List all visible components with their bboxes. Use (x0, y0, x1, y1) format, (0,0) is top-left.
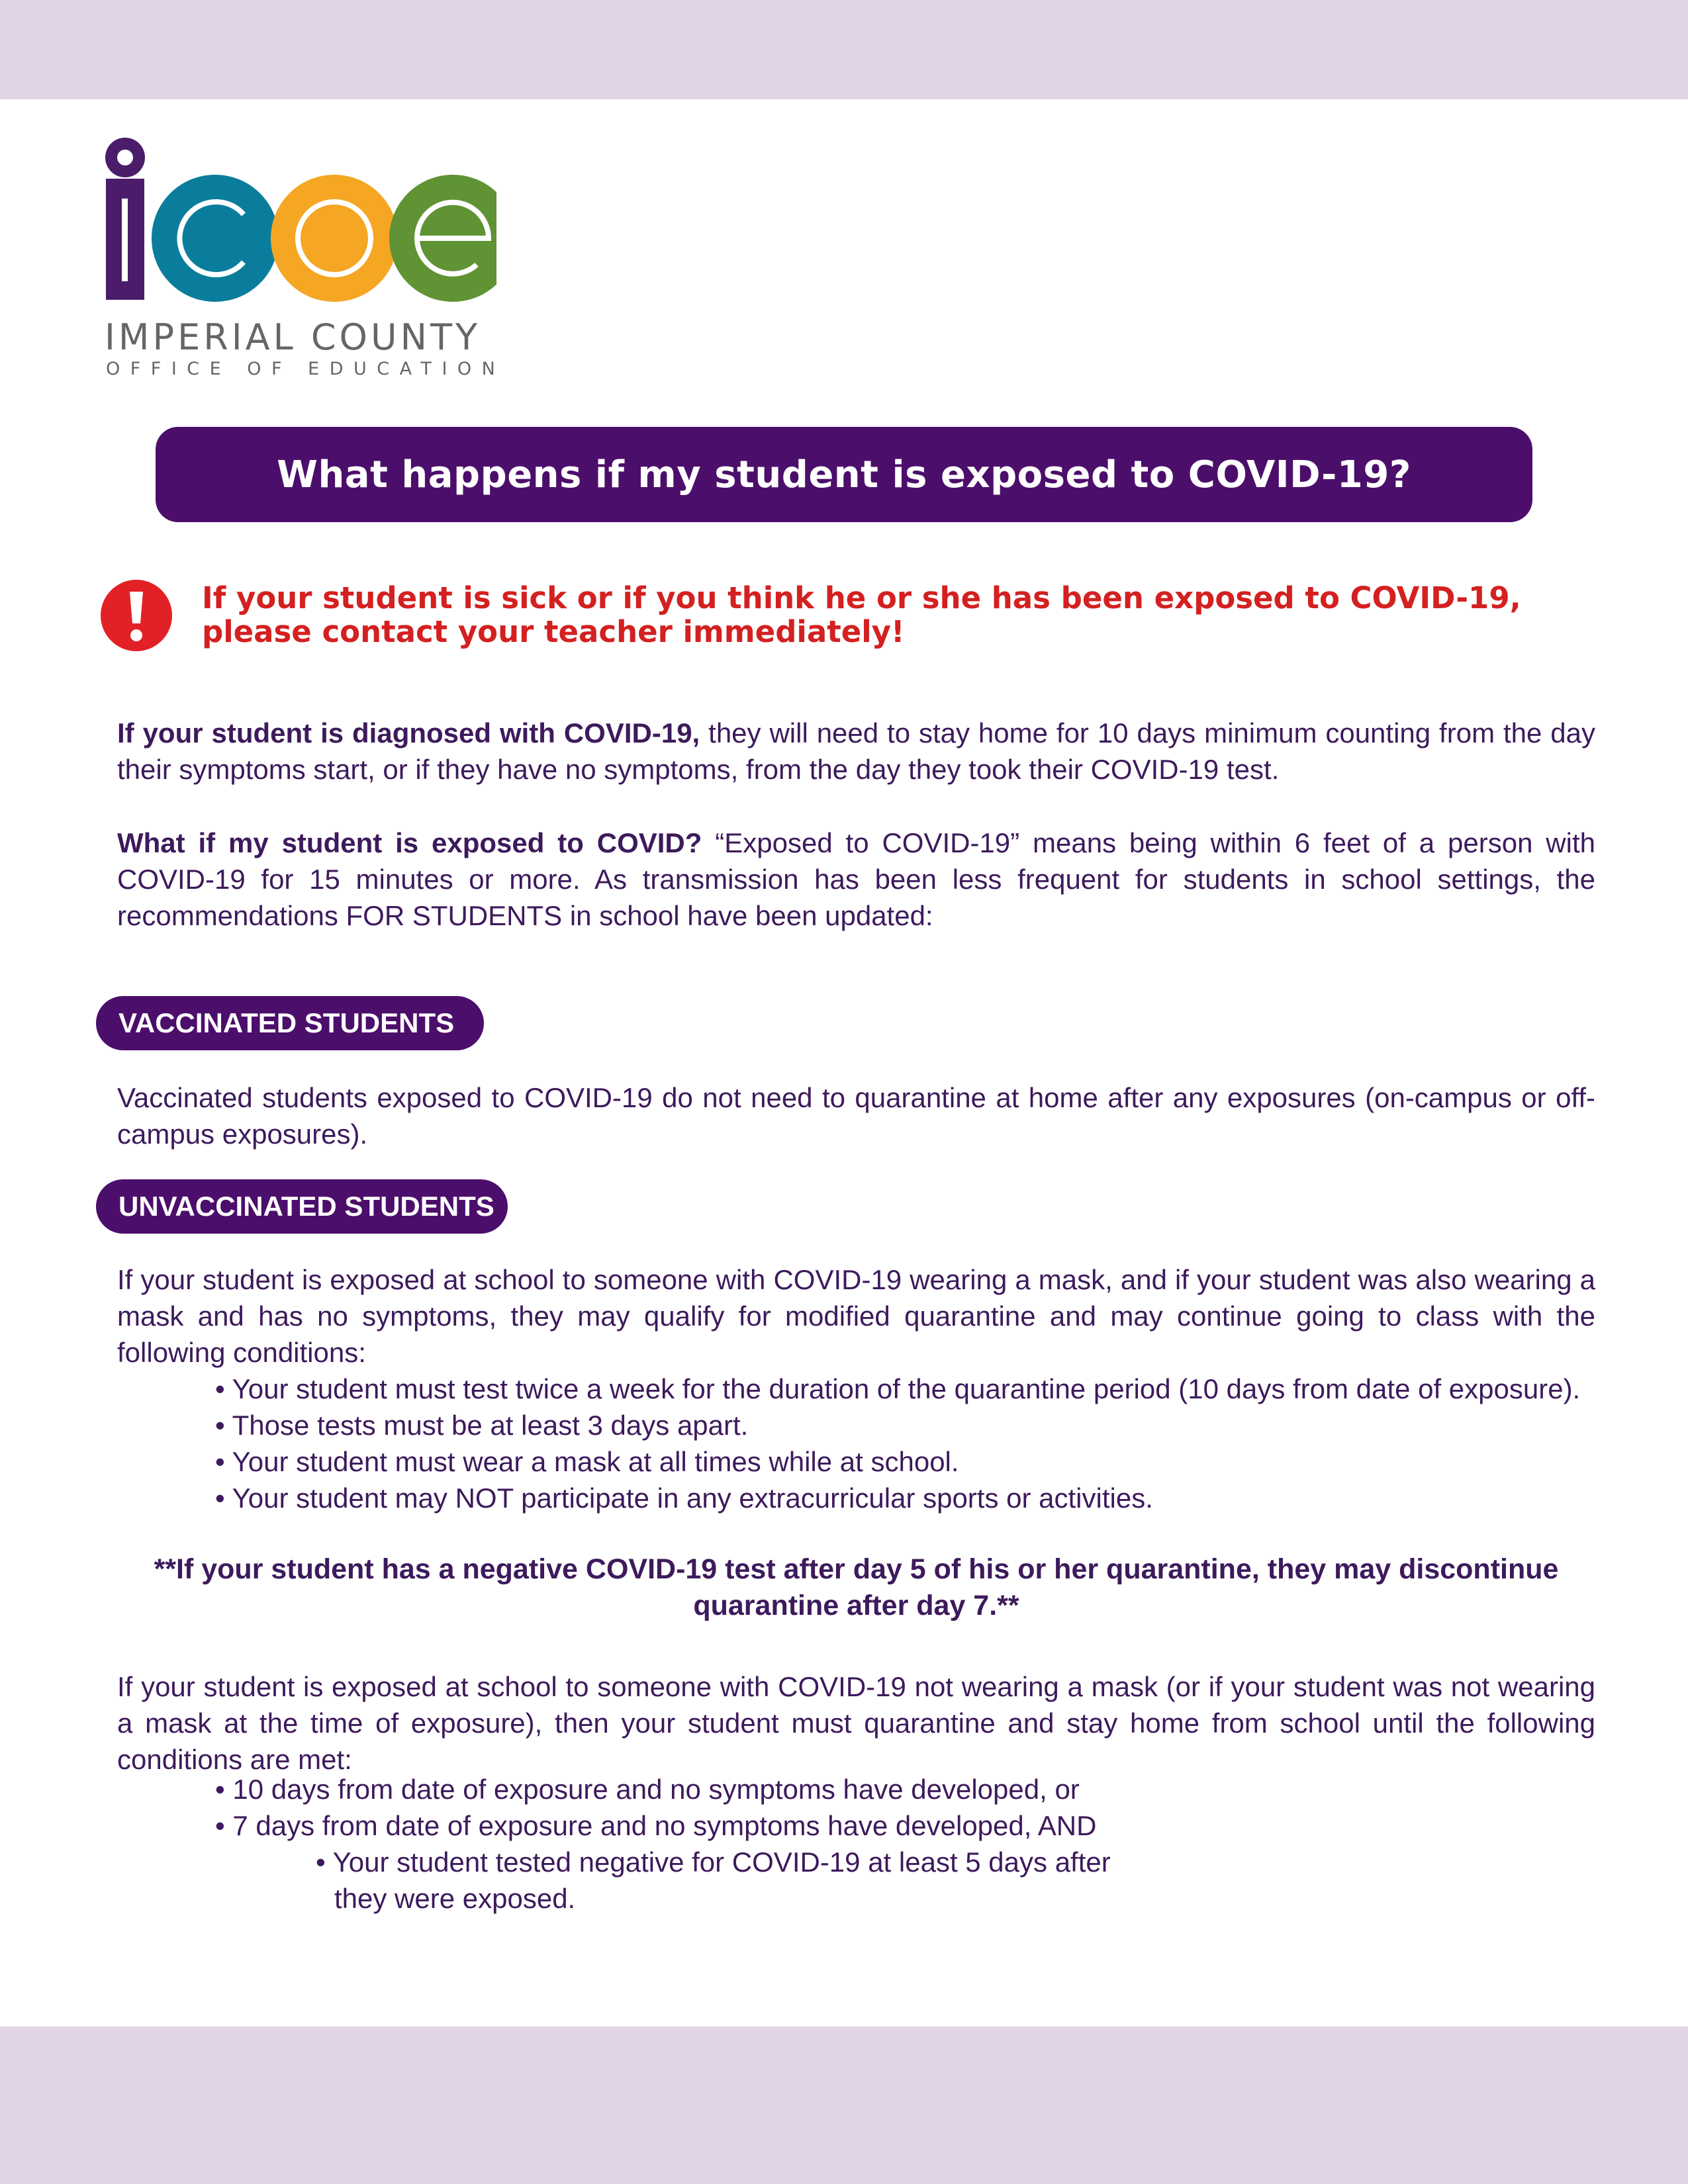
logo-county-name: IMPERIAL COUNTY (105, 316, 481, 358)
exposed-lead: What if my student is exposed to COVID? (117, 827, 702, 858)
page-title: What happens if my student is exposed to COVID-19? (277, 453, 1411, 496)
vaccinated-paragraph: Vaccinated students exposed to COVID-19 do not need to quarantine at home after any exposures (on-campus or off-campus exposures). (117, 1082, 1595, 1150)
diagnosed-paragraph (117, 715, 1595, 788)
list-item: • 7 days from date of exposure and no symptoms have developed, AND (215, 1810, 1097, 1841)
list-item: • Your student must wear a mask at all times while at school. (215, 1446, 959, 1477)
icoe-logo-mark (99, 132, 496, 304)
list-item: • Those tests must be at least 3 days apart. (215, 1410, 749, 1441)
alert-message: If your student is sick or if you think he or she has been exposed to COVID-19, please contact your teacher immediately! (202, 580, 1521, 649)
logo-office-subtitle: OFFICE OF EDUCATION (106, 359, 506, 379)
masked-exposure-paragraph: If your student is exposed at school to someone with COVID-19 wearing a mask, and if your student was also wearing a mask and has no symptoms, they may qualify for modified quarantine and may continue going to class with the following conditions: (117, 1264, 1595, 1368)
top-band (0, 0, 1688, 99)
bottom-band (0, 2026, 1688, 2184)
note-line-2: quarantine after day 7.** (693, 1590, 1019, 1621)
exposed-paragraph (117, 825, 1595, 934)
diagnosed-text: they will need to stay home for 10 days minimum counting from the day their symptoms start, or if they have no symptoms, from the day they took their COVID-19 test. (117, 717, 1595, 785)
list-item: • Your student may NOT participate in any extracurricular sports or activities. (215, 1482, 1153, 1514)
unmasked-exposure-paragraph: If your student is exposed at school to someone with COVID-19 not wearing a mask (or if your student was not wearing a mask at the time of exposure), then your student must quarantine and stay home from school until the following conditions are met: (117, 1671, 1595, 1775)
note-line-1: **If your student has a negative COVID-19 test after day 5 of his or her quarantine, they may discontinue (154, 1553, 1559, 1585)
list-item: • 10 days from date of exposure and no symptoms have developed, or (215, 1774, 1080, 1805)
list-item: • Your student must test twice a week for the duration of the quarantine period (10 days from date of exposure). (215, 1373, 1581, 1404)
title-banner (156, 427, 1532, 522)
sub-list-item: • Your student tested negative for COVID-19 at least 5 days after (316, 1846, 1111, 1878)
negative-test-note (117, 1551, 1595, 1624)
exclamation-icon (101, 580, 172, 651)
diagnosed-lead: If your student is diagnosed with COVID-19, (117, 717, 700, 749)
sub-list-item-continued: they were exposed. (334, 1883, 576, 1914)
vaccinated-heading: VACCINATED STUDENTS (96, 996, 484, 1050)
unvaccinated-heading: UNVACCINATED STUDENTS (96, 1179, 508, 1234)
exposed-text: “Exposed to COVID-19” means being within 6 feet of a person with COVID-19 for 15 minutes or more. As transmission has been less frequent for students in school settings, the recommendations FOR STUDENTS in school have been updated: (117, 827, 1595, 931)
